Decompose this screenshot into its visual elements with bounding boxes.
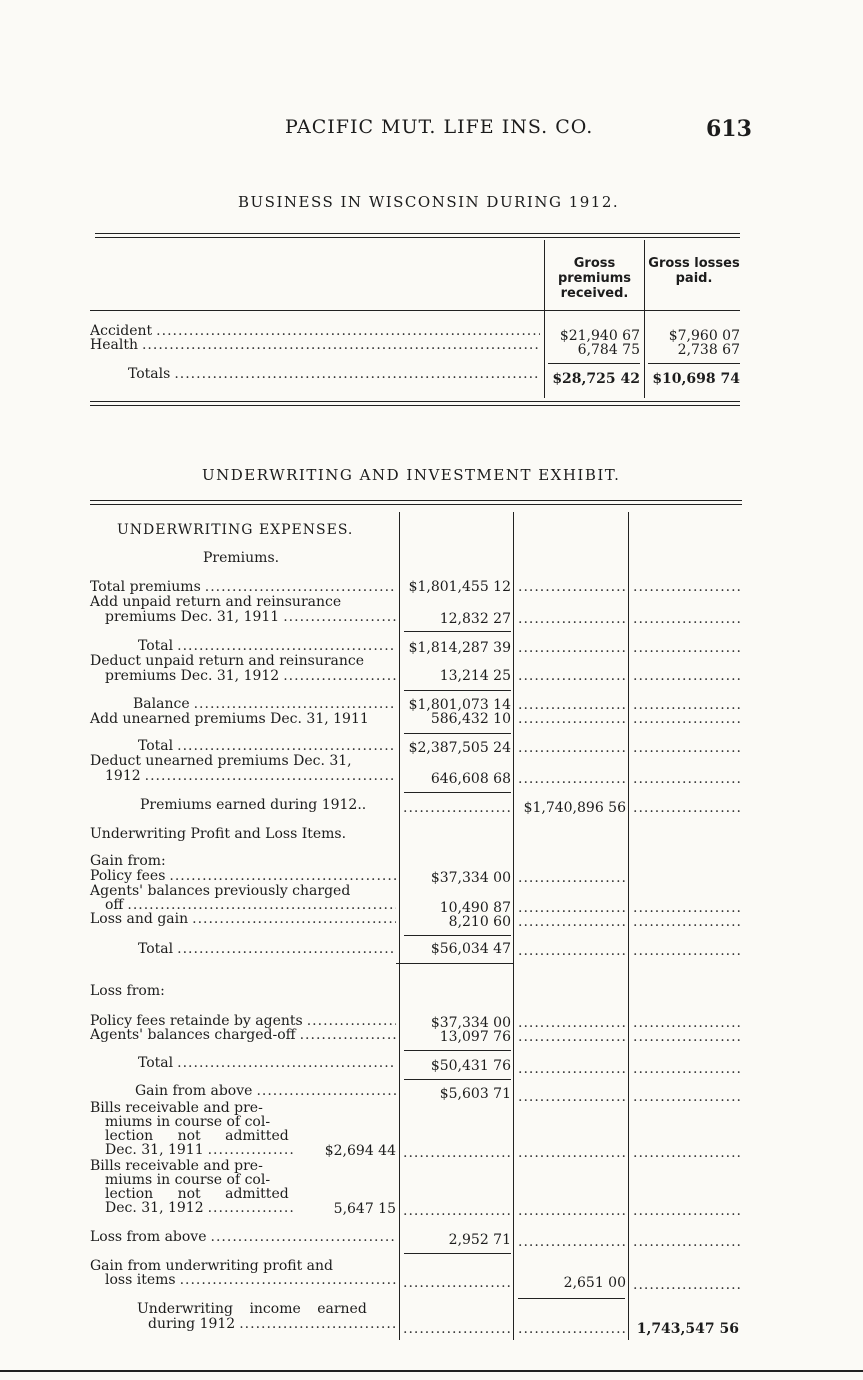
exhibit-title: UNDERWRITING AND INVESTMENT EXHIBIT. [202,466,621,484]
policy-fees-value: $37,334 00 [430,870,511,886]
agents-charged-label: Agents' balances charged-off ..... [90,1028,396,1043]
page-header-title: PACIFIC MUT. LIFE INS. CO. [285,116,594,138]
balance-value: $1,801,073 14 [408,697,511,713]
premiums-earned-value: $1,740,896 56 [523,800,626,816]
add-unearned-value: 586,432 10 [430,711,511,727]
column-header-losses: Gross losses paid. [648,256,740,286]
bills-1911-line4: Dec. 31, 1911 ..... [105,1143,295,1158]
total-premiums-label: Total premiums ..... [90,580,396,595]
underwriting-income-value: 1,743,547 56 [636,1321,739,1337]
deduct-unpaid-label-line2: premiums Dec. 31, 1912 ..... [105,669,396,684]
column-header-premiums: Gross premiums received. [557,256,632,301]
policy-retained-label: Policy fees retainde by agents ..... [90,1014,396,1029]
gain-underwriting-value: 2,651 00 [563,1275,626,1291]
business-table-title: BUSINESS IN WISCONSIN DURING 1912. [238,193,620,211]
loss-from-heading: Loss from: [90,983,165,999]
total1-value: $1,814,287 39 [408,640,511,656]
add-unpaid-value: 12,832 27 [439,611,511,627]
premiums-heading: Premiums. [203,550,280,566]
underwriting-income-line1: Underwriting income earned [137,1301,367,1317]
bills-1912-line2: miums in course of col- [105,1172,271,1188]
agents-prev-value: 10,490 87 [439,900,511,916]
bills-1912-line3: lection not admitted [105,1186,289,1202]
premiums-value: 6,784 75 [577,342,640,358]
policy-retained-value: $37,334 00 [430,1015,511,1031]
underwriting-income-line2: during 1912 ..... [148,1317,396,1332]
bills-1912-value: 5,647 15 [333,1201,396,1217]
policy-fees-label: Policy fees ..... [90,869,396,884]
bills-1911-line2: miums in course of col- [105,1114,271,1130]
losses-total: $10,698 74 [652,371,740,387]
business-row: Health ..... [90,338,540,353]
page-number: 613 [706,116,752,142]
gain-above-label: Gain from above ..... [135,1084,396,1099]
gain-above-value: $5,603 71 [439,1086,511,1102]
bills-1912-line1: Bills receivable and pre- [90,1158,263,1174]
total-premiums-value: $1,801,455 12 [408,579,511,595]
losses-value: $7,960 07 [668,328,740,344]
loss-and-gain-label: Loss and gain ..... [90,912,396,927]
bills-1911-line1: Bills receivable and pre- [90,1100,263,1116]
underwriting-expenses-heading: UNDERWRITING EXPENSES. [117,522,354,538]
premiums-value: $21,940 67 [559,328,640,344]
losses-value: 2,738 67 [677,342,740,358]
premiums-earned-label: Premiums earned during 1912.. [140,797,367,813]
loss-above-label: Loss from above ..... [90,1230,396,1245]
add-unpaid-label-line2: premiums Dec. 31, 1911 ..... [105,610,396,625]
gain-underwriting-line1: Gain from underwriting profit and [90,1258,333,1274]
bills-1911-value: $2,694 44 [324,1143,396,1159]
gain-total-value: $56,034 47 [430,941,511,957]
gain-underwriting-line2: loss items ..... [105,1273,396,1288]
agents-prev-label-line1: Agents' balances previously charged [90,883,351,899]
loss-above-value: 2,952 71 [448,1232,511,1248]
deduct-unearned-value: 646,608 68 [430,771,511,787]
total2-label: Total ..... [138,739,396,754]
profit-loss-heading: Underwriting Profit and Loss Items. [90,826,347,842]
deduct-unpaid-label-line1: Deduct unpaid return and reinsurance [90,653,365,669]
total1-label: Total ..... [138,639,396,654]
loss-and-gain-value: 8,210 60 [448,914,511,930]
bills-1912-line4: Dec. 31, 1912 ..... [105,1201,295,1216]
loss-total-label: Total ..... [138,1056,396,1071]
deduct-unearned-label-line1: Deduct unearned premiums Dec. 31, [90,753,352,769]
deduct-unpaid-value: 13,214 25 [439,668,511,684]
gain-total-label: Total ..... [138,942,396,957]
total2-value: $2,387,505 24 [408,740,511,756]
bills-1911-line3: lection not admitted [105,1128,289,1144]
business-row: Accident ..... [90,324,540,339]
agents-charged-value: 13,097 76 [439,1029,511,1045]
business-totals-row: Totals ..... [128,367,540,382]
add-unpaid-label-line1: Add unpaid return and reinsurance [90,594,342,610]
deduct-unearned-label-line2: 1912 ..... [105,769,396,784]
add-unearned-label: Add unearned premiums Dec. 31, 1911 [90,711,369,727]
premiums-total: $28,725 42 [552,371,640,387]
loss-total-value: $50,431 76 [430,1058,511,1074]
balance-label: Balance ..... [133,697,396,712]
gain-from-heading: Gain from: [90,853,166,869]
agents-prev-label-line2: off ..... [105,898,396,913]
